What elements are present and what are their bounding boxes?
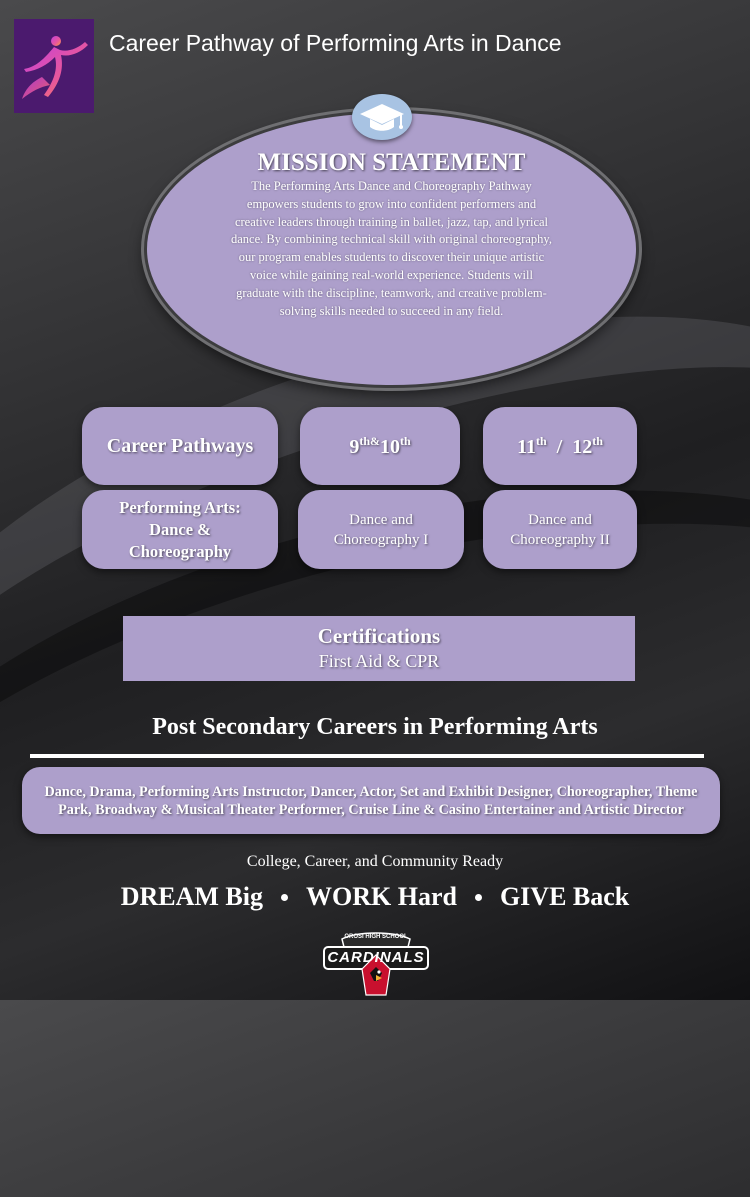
careers-list-box [22,767,720,834]
bullet-icon [475,894,482,901]
careers-list: Dance, Drama, Performing Arts Instructor, Dancer, Actor, Set and Exhibit Designer, Choreographer, Theme Park, Broadway & Musical Theater Performer, Cruise Line & Casino Entertainer and Artistic Director [44,783,698,818]
graduation-cap-icon [352,94,412,140]
career-pathways-label: Career Pathways [106,434,254,457]
divider [30,754,704,758]
motto-work: WORK Hard [306,882,457,911]
course-1-name: Dance and Choreography I [333,511,429,548]
career-pathways-header [82,407,278,485]
pathway-name-cell [82,490,278,569]
team-name: CARDINALS [327,949,425,966]
certifications-box [123,616,635,681]
post-secondary-heading: Post Secondary Careers in Performing Arts [152,714,598,740]
mission-body: The Performing Arts Dance and Choreography Pathway empowers students to grow into confident performers and creative leaders through training in ballet, jazz, tap, and lyrical dance. By combining technical skill with original choreography, our program enables students to discover their unique artistic voice while gaining real-world experience. Students will graduate with the discipline, teamwork, and creative problem-solving skills needed to succeed in any field. [231,179,552,318]
dancer-icon [14,19,94,113]
course-1-cell [298,490,464,569]
grade-9-10-label: $9^{th\&}10th$ [349,433,411,458]
page-title: Career Pathway of Performing Arts in Dance [109,30,562,56]
motto-give: GIVE Back [499,882,630,911]
ready-tagline: College, Career, and Community Ready [246,853,504,870]
bullet-icon [281,894,288,901]
school-name: OROSI HIGH SCHOOL [344,934,408,940]
course-2-name: Dance and Choreography II [510,511,610,548]
grade-9-10-header [300,407,460,485]
certifications-title: Certifications [317,624,441,648]
course-2-cell [483,490,637,569]
motto [0,882,750,912]
motto-dream: DREAM Big [120,882,263,911]
certification-item: First Aid & CPR [318,651,440,671]
grade-11-12-header [483,407,637,485]
dancer-logo [14,19,94,113]
cap-badge [352,94,412,140]
cardinals-logo [322,925,430,997]
grade-11-12-label: 11th / 12th [517,433,603,458]
pathway-name: Performing Arts: Dance & Choreography [119,497,241,561]
mission-title: MISSION STATEMENT [257,149,526,176]
mission-statement-oval [144,110,639,388]
